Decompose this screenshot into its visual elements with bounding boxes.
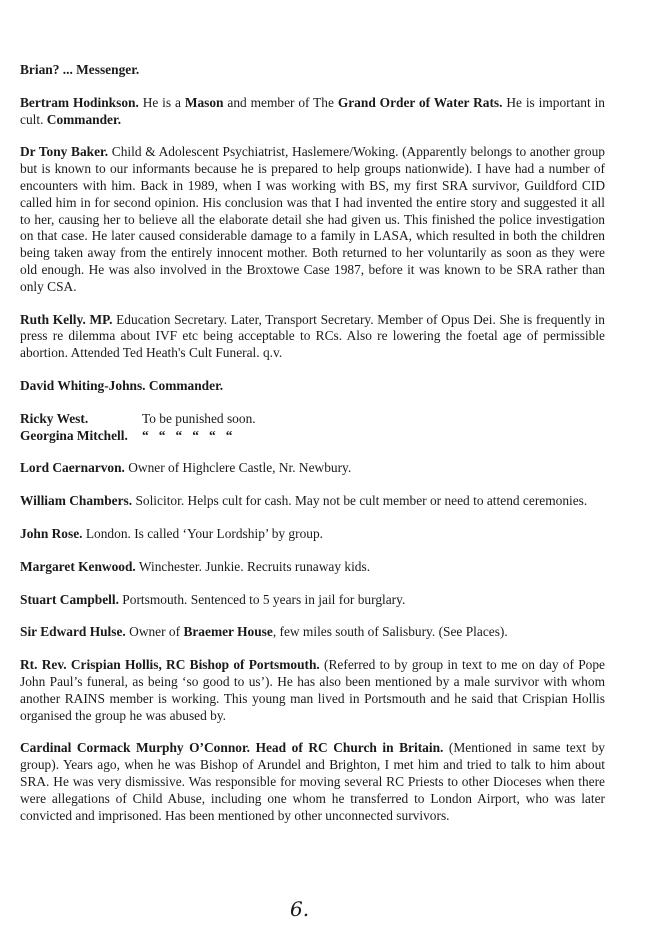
entry-text: (Mentioned in same text by group). Years ago, when he was Bishop of Arundel and Brighton, I met him and tried to talk to him about SRA. He was very dismissive. Was responsible for moving several RC Priests to other Dioceses when there were allegations of Child Abuse, including one whom he transferred to London Airport, who was later convicted and imprisoned. Has been mentioned by other unconnected survivors.: [20, 740, 605, 823]
entry-text: Portsmouth. Sentenced to 5 years in jail for burglary.: [118, 591, 406, 607]
entry-name: Bertram Hodinkson.: [20, 94, 139, 110]
entry-georgina-mitchell: [20, 428, 605, 445]
entry-text: To be punished soon.: [142, 410, 256, 426]
entry-brian: [20, 62, 605, 79]
entry-name: David Whiting-Johns. Commander.: [20, 377, 224, 393]
entry-crispian-hollis: [20, 657, 605, 724]
entry-text: Winchester. Junkie. Recruits runaway kids.: [135, 558, 371, 574]
entry-text: Child & Adolescent Psychiatrist, Haslemere/Woking. (Apparently belongs to another group but is known to our informants because he is prepared to help groups nationwide). I have had a number of encounters with him. Back in 1989, when I was working with BS, my first SRA survivor, Guildford CID called him in for second opinion. His conclusion was that I had invented the entire story and suggested it all to her, causing her to believe all the elaborate detail she had given us. This finished the police investigation on that case. He later caused considerable damage to a family in LASA, which resulted in both the children being taken away from the entirely innocent mother. Both returned to her voluntarily as soon as they were old enough. He was also involved in the Broxtowe Case 1987, before it was known to be SRA rather than only CSA.: [20, 144, 605, 294]
entry-tony-baker: [20, 144, 605, 295]
entry-margaret-kenwood: [20, 559, 605, 576]
entry-name: John Rose.: [20, 525, 83, 541]
entry-name: William Chambers.: [20, 493, 133, 509]
entry-text: Education Secretary. Later, Transport Secretary. Member of Opus Dei. She is frequently in press re dilemma about IVF etc being acceptable to RCs. Also re lowering the foetal age of permissible abortion. Attended Ted Heath's Cult Funeral. q.v.: [20, 311, 605, 361]
ditto-marks: “ “ “ “ “ “: [142, 427, 233, 443]
entry-text: Owner of: [125, 624, 184, 640]
entry-name: Ricky West.: [20, 410, 89, 426]
entry-david-whiting-johns: [20, 378, 605, 395]
entry-name: Margaret Kenwood.: [20, 558, 136, 574]
page-number: 6.: [290, 897, 310, 921]
entry-bold: Mason: [184, 94, 224, 110]
entry-text: London. Is called ‘Your Lordship’ by group.: [82, 525, 324, 541]
document-body: [20, 62, 605, 840]
entry-name: Ruth Kelly. MP.: [20, 311, 113, 327]
entry-name: Cardinal Cormack Murphy O’Connor. Head of RC Church in Britain.: [20, 740, 444, 756]
entry-william-chambers: [20, 493, 605, 510]
entry-name: Brian? ... Messenger.: [20, 62, 140, 77]
entry-john-rose: [20, 526, 605, 543]
entry-ruth-kelly: [20, 312, 605, 362]
entry-text: (Referred to by group in text to me on day of Pope John Paul’s funeral, as being ‘so good to us’). He has also been mentioned by a male survivor with whom another RAINS member is working. This young man lived in Portsmouth and he said that Crispian Hollis organised the group he was abused by.: [20, 657, 605, 723]
entry-text: He is important in cult.: [20, 94, 605, 127]
entry-name: Georgina Mitchell.: [20, 427, 128, 443]
entry-text: , few miles south of Salisbury. (See Places).: [272, 624, 508, 640]
entry-text: Owner of Highclere Castle, Nr. Newbury.: [124, 460, 352, 476]
entry-ricky-west: [20, 411, 605, 428]
entry-text: and member of The: [223, 94, 338, 110]
entry-bold: Grand Order of Water Rats.: [337, 94, 503, 110]
entry-name: Dr Tony Baker.: [20, 144, 109, 160]
entry-stuart-campbell: [20, 592, 605, 609]
entry-name: Stuart Campbell.: [20, 591, 119, 607]
entry-lord-caernarvon: [20, 460, 605, 477]
entry-edward-hulse: [20, 624, 605, 641]
entry-name: Lord Caernarvon.: [20, 460, 125, 476]
entry-name: Rt. Rev. Crispian Hollis, RC Bishop of Portsmouth.: [20, 657, 320, 673]
entry-text: Solicitor. Helps cult for cash. May not be cult member or need to attend ceremonies.: [132, 493, 588, 509]
entry-cormack-murphy-oconnor: [20, 740, 605, 824]
entry-text: He is a: [138, 94, 185, 110]
entry-bold: Commander.: [46, 111, 122, 127]
entry-bertram-hodinkson: [20, 95, 605, 129]
entry-bold: Braemer House: [183, 624, 273, 640]
entry-name: Sir Edward Hulse.: [20, 624, 126, 640]
